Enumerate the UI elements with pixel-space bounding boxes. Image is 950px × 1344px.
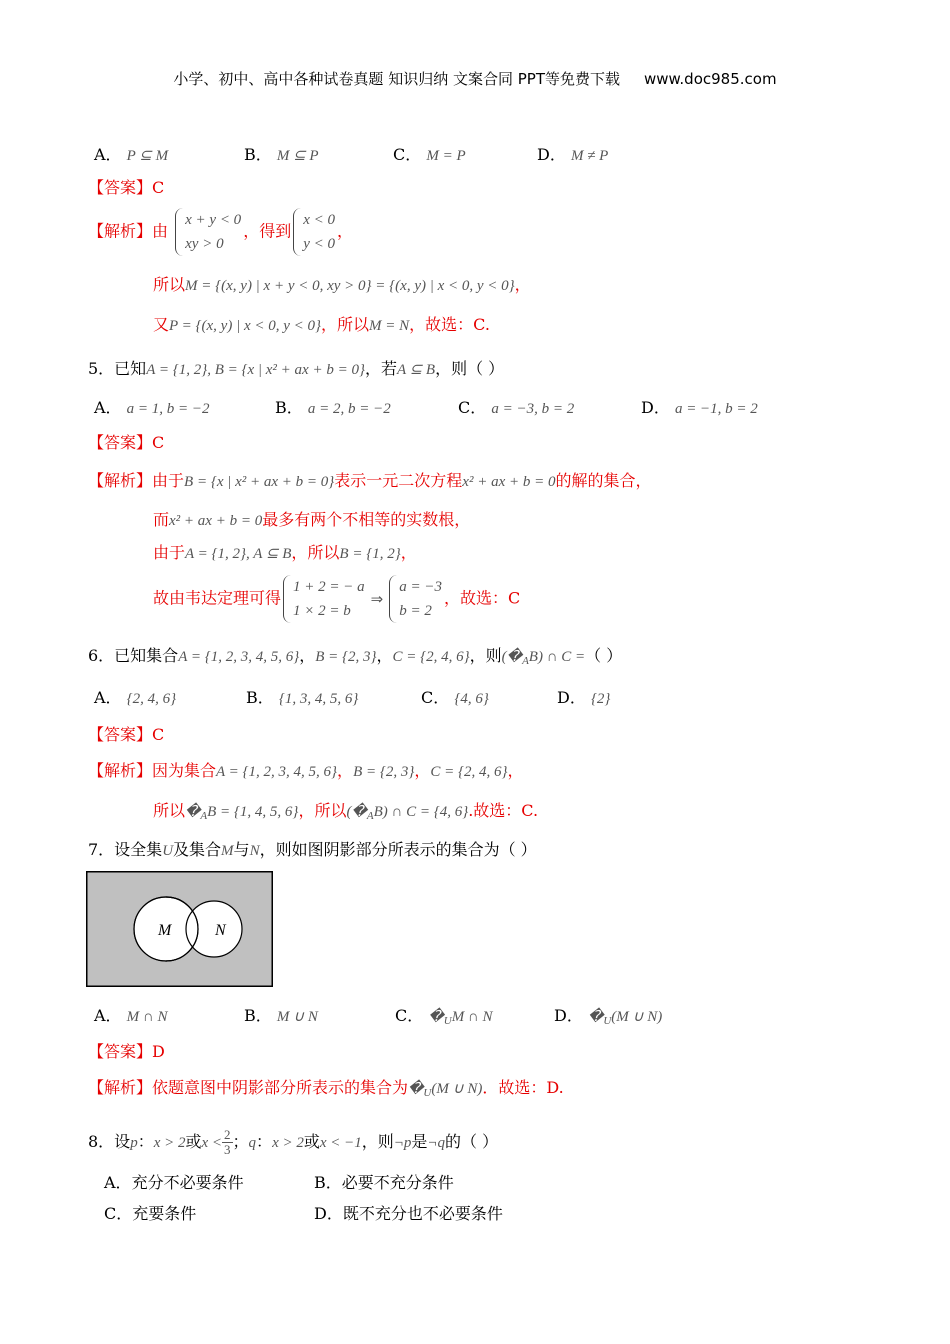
q4-analysis-line1: 【解析】由 x + y < 0 xy > 0 ，得到 x < 0 y < 0 ， [88, 208, 353, 256]
q5-analysis-line2: 而x² + ax + b = 0最多有两个不相等的实数根， [153, 510, 471, 529]
q7-option-c: C． $�_UM$ ∩ N [395, 1006, 493, 1027]
q5-analysis-line1: 【解析】由于B = {x | x² + ax + b = 0}表示一元二次方程x² + ax + b = 0的解的集合， [88, 471, 652, 490]
q8-option-b: B．必要不充分条件 [314, 1173, 454, 1192]
q4-option-c: C． M = P [393, 145, 466, 164]
q6-analysis-line2: 所以$�_AB = \{1$, 4, 5, 6}，所以$(�_AB)$ ∩ C = {4, 6}.故选：C. [153, 801, 539, 822]
q5-system-1: 1 + 2 = − a 1 × 2 = b [283, 575, 365, 623]
venn-label-m: M [158, 922, 172, 939]
q5-option-d: D． a = −1, b = 2 [641, 398, 758, 417]
q6-stem: 6．已知集合A = {1, 2, 3, 4, 5, 6}，B = {2, 3}，C = {2, 4, 6}，则$(�_AB)$ ∩ C =（ ） [88, 646, 623, 667]
q5-option-a: A． a = 1, b = −2 [94, 398, 210, 417]
q4-option-b: B． M ⊆ P [244, 145, 319, 164]
q6-option-d: D． {2} [557, 688, 611, 707]
q4-option-d: D． M ≠ P [537, 145, 609, 164]
q5-stem: 5．已知A = {1, 2}, B = {x | x² + ax + b = 0}，若A ⊆ B，则（ ） [88, 359, 505, 378]
q5-analysis-line4: 故由韦达定理可得 1 + 2 = − a 1 × 2 = b ⇒ a = −3 b = 2 ，故选：C [153, 575, 520, 623]
q8-option-c: C．充要条件 [104, 1204, 197, 1223]
q4-system-1: x + y < 0 xy > 0 [175, 208, 241, 256]
q4-analysis-line3: 又P = {(x, y) | x < 0, y < 0}，所以M = N，故选：C. [153, 315, 490, 334]
q7-analysis: 【解析】依题意图中阴影部分所表示的集合为$�_U(M$ ∪ N)．故选：D. [88, 1078, 564, 1099]
q5-system-2: a = −3 b = 2 [389, 575, 442, 623]
q4-system-2: x < 0 y < 0 [293, 208, 335, 256]
venn-diagram [86, 871, 273, 987]
q6-option-a: A． {2, 4, 6} [94, 688, 177, 707]
q8-option-d: D．既不充分也不必要条件 [314, 1204, 503, 1223]
q8-stem: 8．设p：x > 2或x < $\frac{2}{3}$ ；q：x > 2或x < −1，则¬p是¬q的（ ） [88, 1127, 499, 1157]
q5-answer: 【答案】C [88, 433, 165, 452]
q6-option-c: C． {4, 6} [421, 688, 489, 707]
q7-option-d: D． $�_U(M$ ∪ N) [554, 1006, 663, 1027]
header-url: www.doc985.com [643, 70, 777, 88]
q4-analysis-line2: 所以M = {(x, y) | x + y < 0, xy > 0} = {(x, y) | x < 0, y < 0}， [153, 275, 531, 294]
q8-option-a: A．充分不必要条件 [104, 1173, 244, 1192]
venn-label-n: N [215, 922, 226, 939]
q5-option-c: C． a = −3, b = 2 [458, 398, 575, 417]
q6-analysis-line1: 【解析】因为集合A = {1, 2, 3, 4, 5, 6}，B = {2, 3}，C = {2, 4, 6}， [88, 761, 524, 780]
page-header [0, 68, 950, 89]
set-n-circle [186, 901, 242, 957]
q8-fraction: $\frac{2}{3}$ [224, 1127, 231, 1157]
q7-option-b: B． M ∪ N [244, 1006, 318, 1025]
header-text: 小学、初中、高中各种试卷真题 知识归纳 文案合同 PPT等免费下载 [173, 70, 620, 88]
q4-answer: 【答案】C [88, 178, 165, 197]
q6-answer: 【答案】C [88, 725, 165, 744]
q6-option-b: B． {1, 3, 4, 5, 6} [246, 688, 359, 707]
q7-answer: 【答案】D [88, 1042, 165, 1061]
q5-analysis-line3: 由于A = {1, 2}, A ⊆ B，所以B = {1, 2}， [153, 543, 417, 562]
q7-option-a: A． M ∩ N [94, 1006, 168, 1025]
q7-stem: 7．设全集U及集合M与N，则如图阴影部分所表示的集合为（ ） [88, 840, 537, 859]
q5-option-b: B． a = 2, b = −2 [275, 398, 391, 417]
q4-option-a: A． P ⊆ M [94, 145, 169, 164]
